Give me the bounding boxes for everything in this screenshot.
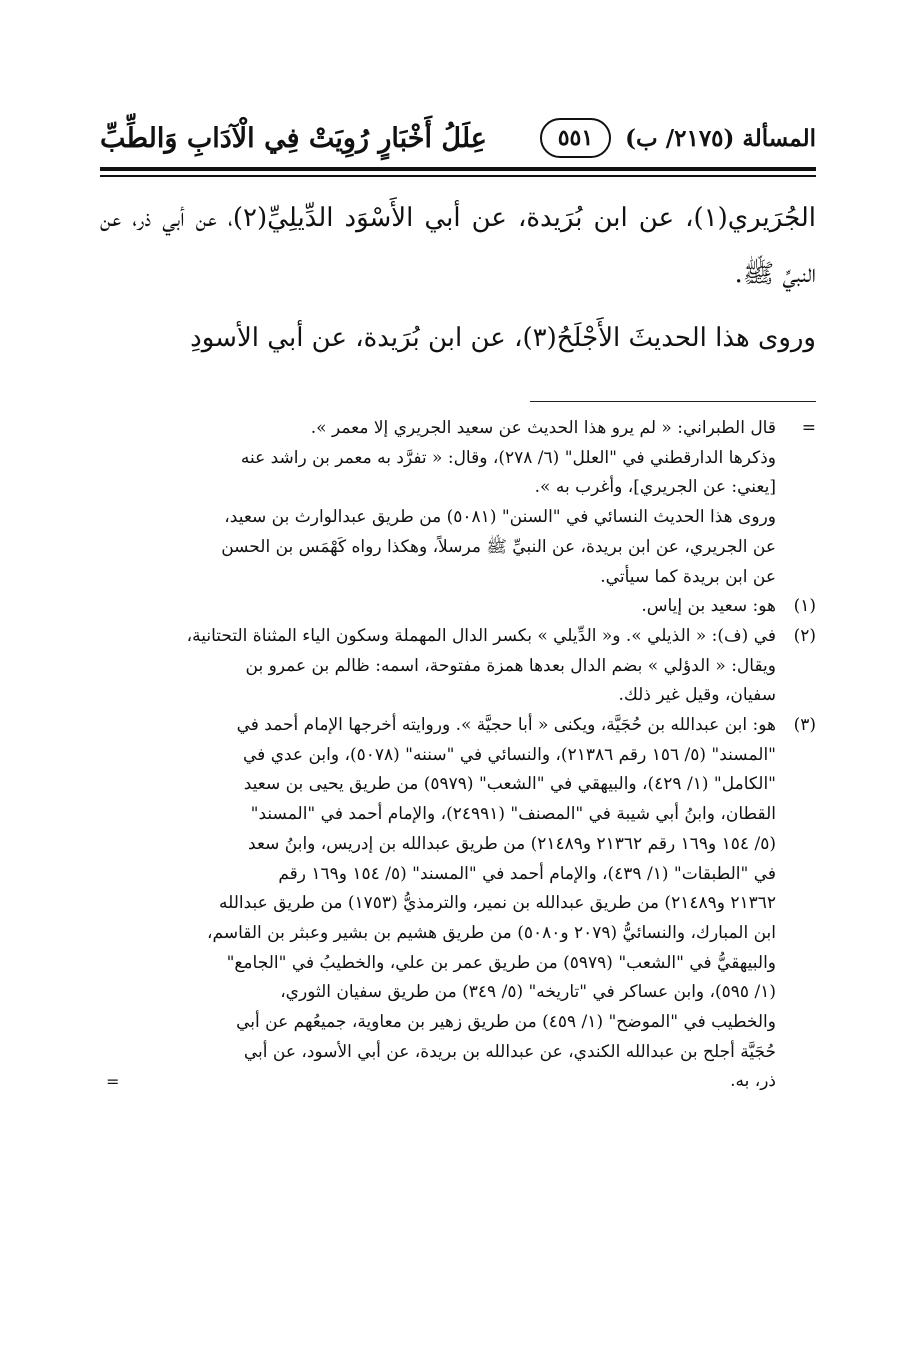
- footnote-marker: =: [801, 418, 816, 438]
- header-rule-thin: [100, 175, 816, 177]
- footnote-line: [100, 889, 816, 919]
- continuation-mark: =: [106, 1072, 120, 1092]
- footnote-text: [يعني: عن الجريري]، وأغرب به ».: [534, 477, 776, 498]
- footnote-line: [100, 830, 816, 860]
- footnote-text: ٢١٣٦٢ و٢١٤٨٩) من طريق عبدالله بن نمير، والترمذيُّ (١٧٥٣) من طريق عبدالله: [218, 893, 776, 914]
- footnote-line: [100, 503, 816, 533]
- footnote-line: [100, 473, 816, 503]
- footnote-text: "الكامل" (١/ ٤٢٩)، والبيهقي في "الشعب" (٥٩٧٩) من طريق يحيى بن سعيد: [243, 774, 776, 795]
- footnote-line: [100, 949, 816, 979]
- footnote-text: (٥/ ١٥٤ و١٦٩ رقم ٢١٣٦٢ و٢١٤٨٩) من طريق عبدالله بن إدريس، وابنُ سعد: [248, 833, 776, 854]
- footnote-text: في "الطبقات" (١/ ٤٣٩)، والإمام أحمد في "المسند" (٥/ ١٥٤ و١٦٩ رقم: [278, 863, 776, 884]
- footnote-marker: (٣): [793, 715, 816, 736]
- footnote-text: وذكرها الدارقطني في "العلل" (٦/ ٢٧٨)، وقال: « تفرَّد به معمر بن راشد عنه: [240, 447, 776, 468]
- footnote-line: [100, 919, 816, 949]
- footnote-separator: [530, 401, 816, 402]
- footnote-text: وروى هذا الحديث النسائي في "السنن" (٥٠٨١) من طريق عبدالوارث بن سعيد،: [224, 507, 776, 528]
- page-header: [100, 112, 816, 164]
- footnote-text: والخطيب في "الموضح" (١/ ٤٥٩) من طريق زهير بن معاوية، جميعُهم عن أبي: [236, 1012, 776, 1033]
- footnote-text: عن ابن بريدة كما سيأتي.: [600, 566, 776, 587]
- footnote-text: ذر، به.: [730, 1071, 776, 1092]
- footnote-line: [100, 563, 816, 593]
- footnote-text: حُجَيَّة أجلح بن عبدالله الكندي، عن عبدالله بن بريدة، عن أبي الأسود، عن أبي: [243, 1041, 776, 1062]
- footnote-line: [100, 1038, 816, 1068]
- footnote-line: [100, 800, 816, 830]
- footnote-line: [100, 978, 816, 1008]
- main-paragraph: وروى هذا الحديثَ الأَجْلَحُ(٣)، عن ابن بُرَيدة، عن أبي الأسودِ: [190, 323, 816, 353]
- footnote-line: [100, 652, 816, 682]
- main-text: [100, 190, 816, 366]
- footnotes: [100, 414, 816, 1097]
- header-rule-thick: [100, 167, 816, 171]
- footnote-line: [100, 711, 816, 741]
- footnote-text: هو: سعيد بن إياس.: [641, 596, 776, 617]
- footnote-line: [100, 592, 816, 622]
- footnote-text: قال الطبراني: « لم يرو هذا الحديث عن سعيد الجريري إلا معمر ».: [310, 418, 776, 438]
- footnote-line: [100, 681, 816, 711]
- footnote-text: القطان، وابنُ أبي شيبة في "المصنف" (٢٤٩٩١)، والإمام أحمد في "المسند": [250, 804, 776, 825]
- footnote-text: سفيان، وقيل غير ذلك.: [618, 685, 776, 706]
- footnote-text: في (ف): « الذيلي ». و« الدِّيلي » بكسر الدال المهملة وسكون الياء المثناة التحتانية،: [186, 625, 776, 646]
- footnote-text: هو: ابن عبدالله بن حُجَيَّة، ويكنى « أبا حجيَّة ». وروايته أخرجها الإمام أحمد في: [236, 715, 776, 736]
- footnote-line: [100, 860, 816, 890]
- issue-label: المسألة (٢١٧٥/ ب): [625, 124, 816, 152]
- footnote-line: [100, 1067, 816, 1097]
- footnote-line: [100, 1008, 816, 1038]
- book-title: عِلَلُ أَخْبَارٍ رُوِيَتْ فِي الْآدَابِ وَالطِّبِّ: [100, 122, 487, 154]
- footnote-line: [100, 533, 816, 563]
- footnote-marker: (١): [793, 596, 816, 617]
- footnote-line: [100, 444, 816, 474]
- footnote-text: والبيهقيُّ في "الشعب" (٥٩٧٩) من طريق عمر بن علي، والخطيبُ في "الجامع": [226, 952, 776, 973]
- footnote-marker: (٢): [793, 625, 816, 646]
- footnote-line: [100, 622, 816, 652]
- footnote-text: عن الجريري، عن ابن بريدة، عن النبيِّ ﷺ مرسلاً، وهكذا رواه كَهْمَس بن الحسن: [221, 536, 776, 557]
- footnote-text: (١/ ٥٩٥)، وابن عساكر في "تاريخه" (٥/ ٣٤٩) من طريق سفيان الثوري،: [280, 982, 776, 1003]
- footnote-text: ويقال: « الدؤلي » بضم الدال بعدها همزة مفتوحة، اسمه: ظالم بن عمرو بن: [245, 655, 776, 676]
- footnote-text: "المسند" (٥/ ١٥٦ رقم ٢١٣٨٦)، والنسائي في "سننه" (٥٠٧٨)، وابن عدي في: [243, 744, 776, 765]
- footnote-line: [100, 770, 816, 800]
- main-paragraph: الجُرَيري(١)، عن ابن بُرَيدة، عن أبي الأَسْوَد الدِّيلِيِّ(٢)، عن أبي ذر، عن النبيِّ ﷺ.: [100, 203, 816, 289]
- page-number: ٥٥١: [540, 118, 611, 158]
- footnote-text: ابن المبارك، والنسائيُّ (٢٠٧٩ و٥٠٨٠) من طريق هشيم بن بشير وعبثر بن القاسم،: [207, 922, 776, 943]
- footnote-line: [100, 741, 816, 771]
- header-left-group: [540, 118, 816, 158]
- footnote-line: [100, 414, 816, 444]
